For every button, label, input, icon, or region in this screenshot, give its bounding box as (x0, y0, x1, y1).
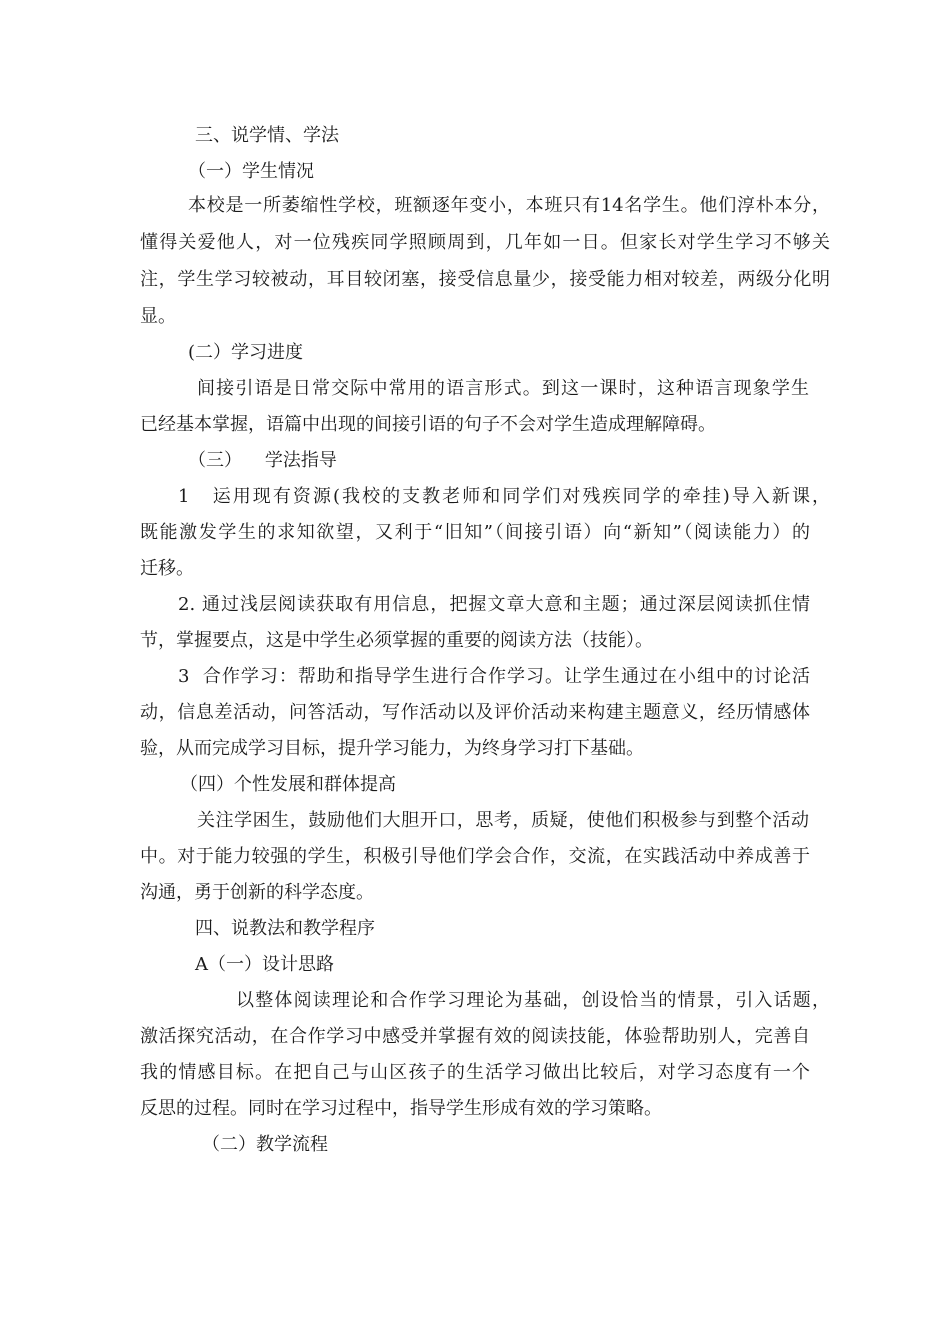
subheading-learning-method: （三） 学法指导 (188, 450, 337, 471)
subheading-design-idea: A（一）设计思路 (195, 954, 334, 975)
section-heading-4: 四、说教法和教学程序 (195, 918, 375, 939)
subheading-learning-progress: (二）学习进度 (188, 342, 304, 363)
paragraph-line: 以整体阅读理论和合作学习理论为基础，创设恰当的情景，引入话题， (236, 990, 830, 1011)
paragraph-line: 已经基本掌握，语篇中出现的间接引语的句子不会对学生造成理解障碍。 (140, 414, 716, 435)
list-item-line: 动，信息差活动，问答活动，写作活动以及评价活动来构建主题意义，经历情感体 (140, 702, 810, 723)
paragraph-line: 沟通，勇于创新的科学态度。 (140, 882, 374, 903)
list-item-line: 既能激发学生的求知欲望，又利于“旧知”（间接引语）向“新知”（阅读能力）的 (140, 522, 810, 543)
paragraph-line: 显。 (140, 306, 176, 327)
list-item-line: 节，掌握要点，这是中学生必须掌握的重要的阅读方法（技能）。 (140, 630, 653, 651)
list-item-line: 3 合作学习：帮助和指导学生进行合作学习。让学生通过在小组中的讨论活 (178, 666, 810, 687)
paragraph-line: 我的情感目标。在把自己与山区孩子的生活学习做出比较后，对学习态度有一个 (140, 1062, 810, 1083)
list-item-line: 迁移。 (140, 558, 194, 579)
section-heading-3: 三、说学情、学法 (195, 125, 339, 146)
paragraph-line: 本校是一所萎缩性学校，班额逐年变小，本班只有14名学生。他们淳朴本分， (188, 195, 830, 216)
paragraph-line: 反思的过程。同时在学习过程中，指导学生形成有效的学习策略。 (140, 1098, 662, 1119)
paragraph-line: 激活探究活动，在合作学习中感受并掌握有效的阅读技能，体验帮助别人，完善自 (140, 1026, 810, 1047)
list-item-line: 2. 通过浅层阅读获取有用信息，把握文章大意和主题；通过深层阅读抓住情 (178, 594, 810, 615)
subheading-teaching-process: （二）教学流程 (202, 1134, 328, 1155)
paragraph-line: 中。对于能力较强的学生，积极引导他们学会合作，交流，在实践活动中养成善于 (140, 846, 810, 867)
paragraph-line: 间接引语是日常交际中常用的语言形式。到这一课时，这种语言现象学生 (197, 378, 809, 399)
list-item-line: 1 运用现有资源(我校的支教老师和同学们对残疾同学的牵挂)导入新课， (178, 486, 830, 507)
subheading-student-situation: （一）学生情况 (188, 161, 314, 182)
list-item-line: 验，从而完成学习目标，提升学习能力，为终身学习打下基础。 (140, 738, 644, 759)
subheading-individual-development: （四）个性发展和群体提高 (180, 774, 396, 795)
paragraph-line: 注，学生学习较被动，耳目较闭塞，接受信息量少，接受能力相对较差，两级分化明 (140, 269, 830, 290)
paragraph-line: 关注学困生，鼓励他们大胆开口，思考，质疑，使他们积极参与到整个活动 (197, 810, 809, 831)
paragraph-line: 懂得关爱他人，对一位残疾同学照顾周到，几年如一日。但家长对学生学习不够关 (140, 232, 830, 253)
